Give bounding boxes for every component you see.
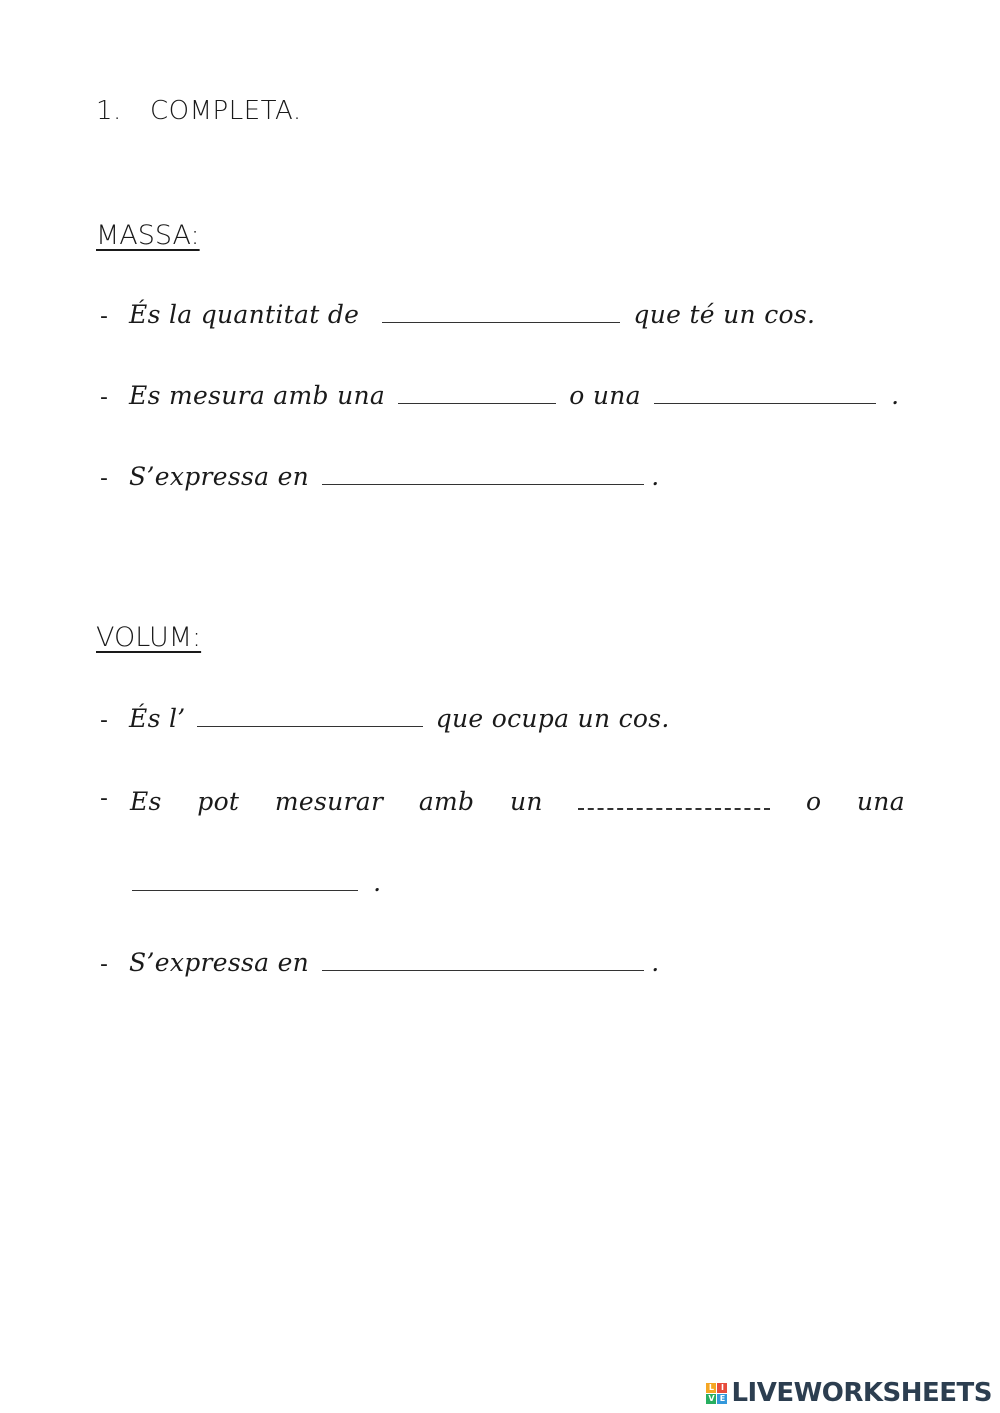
volum-item-3: - S’expressa en . bbox=[100, 948, 660, 977]
answer-blank[interactable] bbox=[382, 300, 620, 323]
exercise-number: 1. bbox=[96, 96, 122, 126]
bullet-dash: - bbox=[100, 786, 108, 811]
brand-name: LIVEWORKSHEETS bbox=[731, 1378, 992, 1408]
volum-heading: VOLUM: bbox=[96, 622, 202, 653]
answer-blank[interactable] bbox=[322, 462, 644, 485]
exercise-instruction: COMPLETA. bbox=[150, 96, 302, 126]
massa-heading: MASSA: bbox=[96, 220, 200, 251]
answer-blank[interactable] bbox=[197, 704, 423, 727]
logo-badge-icon: L I V E bbox=[706, 1383, 727, 1404]
bullet-dash: - bbox=[100, 952, 108, 977]
answer-blank[interactable] bbox=[398, 381, 556, 404]
answer-blank[interactable] bbox=[322, 948, 644, 971]
answer-blank[interactable] bbox=[654, 381, 876, 404]
bullet-dash: - bbox=[100, 304, 108, 329]
massa-item-2: - Es mesura amb una o una . bbox=[100, 381, 900, 410]
bullet-dash: - bbox=[100, 466, 108, 491]
liveworksheets-logo bbox=[706, 1378, 992, 1408]
volum-item-1: - És l’ que ocupa un cos. bbox=[100, 704, 670, 733]
answer-blank[interactable] bbox=[578, 786, 770, 810]
bullet-dash: - bbox=[100, 385, 108, 410]
volum-item-2-continued: . bbox=[132, 868, 381, 897]
massa-item-3: - S’expressa en . bbox=[100, 462, 660, 491]
bullet-dash: - bbox=[100, 708, 108, 733]
volum-item-2: - Es pot mesurar amb un o una bbox=[100, 786, 905, 816]
answer-blank[interactable] bbox=[132, 868, 358, 891]
massa-item-1: - És la quantitat de que té un cos. bbox=[100, 300, 816, 329]
